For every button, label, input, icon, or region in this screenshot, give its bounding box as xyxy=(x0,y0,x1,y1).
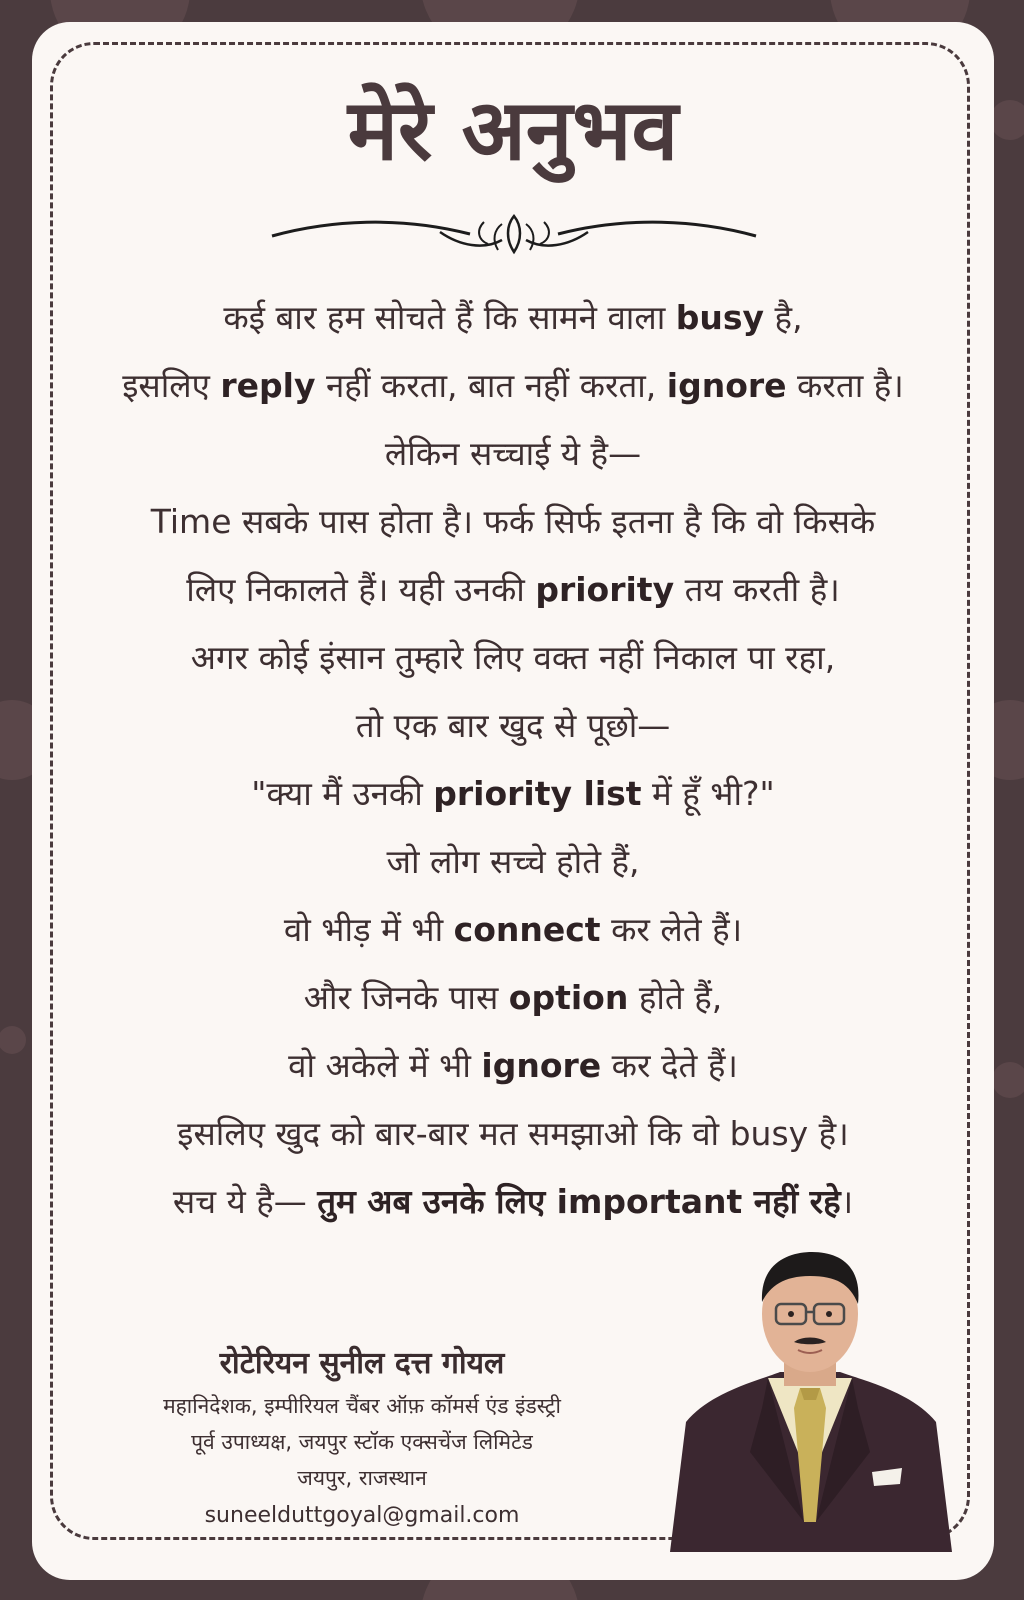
author-email: suneelduttgoyal@gmail.com xyxy=(204,1503,520,1528)
poem-line-1: कई बार हम सोचते हैं कि सामने वाला busy है, xyxy=(223,298,803,337)
poem-line-10: वो भीड़ में भी connect कर लेते हैं। xyxy=(283,910,743,949)
poem-line-3: लेकिन सच्चाई ये है— xyxy=(384,434,642,473)
author-signature xyxy=(112,1340,612,1536)
poem-card xyxy=(32,22,994,1580)
flourish-ornament-icon xyxy=(270,210,758,270)
poem-line-12: वो अकेले में भी ignore कर देते हैं। xyxy=(288,1046,738,1085)
poem-line-7: तो एक बार खुद से पूछो— xyxy=(355,706,671,745)
author-photo xyxy=(650,1232,970,1552)
poem-line-2: इसलिए reply नहीं करता, बात नहीं करता, ignore करता है। xyxy=(122,366,904,405)
poem-line-14: सच ये है— तुम अब उनके लिए important नहीं रहे। xyxy=(172,1182,854,1221)
poem-line-4: Time सबके पास होता है। फर्क सिर्फ इतना है कि वो किसके xyxy=(150,502,876,541)
author-role-1: महानिदेशक, इम्पीरियल चैंबर ऑफ़ कॉमर्स एंड इंडस्ट्री xyxy=(163,1394,561,1418)
page-title: मेरे अनुभव xyxy=(347,81,679,179)
author-role-2: पूर्व उपाध्यक्ष, जयपुर स्टॉक एक्सचेंज लिमिटेड xyxy=(191,1430,533,1454)
poem-line-8: "क्या मैं उनकी priority list में हूँ भी?" xyxy=(251,774,775,813)
poem-body xyxy=(72,284,954,1236)
poem-line-11: और जिनके पास option होते हैं, xyxy=(303,978,723,1017)
poem-line-9: जो लोग सच्चे होते हैं, xyxy=(386,842,640,881)
author-name: रोटेरियन सुनील दत्त गोयल xyxy=(219,1346,505,1381)
author-location: जयपुर, राजस्थान xyxy=(297,1466,427,1490)
poem-line-6: अगर कोई इंसान तुम्हारे लिए वक्त नहीं निकाल पा रहा, xyxy=(190,638,836,677)
poem-line-13: इसलिए खुद को बार-बार मत समझाओ कि वो busy है। xyxy=(177,1114,849,1153)
poem-line-5: लिए निकालते हैं। यही उनकी priority तय करती है। xyxy=(186,570,840,609)
